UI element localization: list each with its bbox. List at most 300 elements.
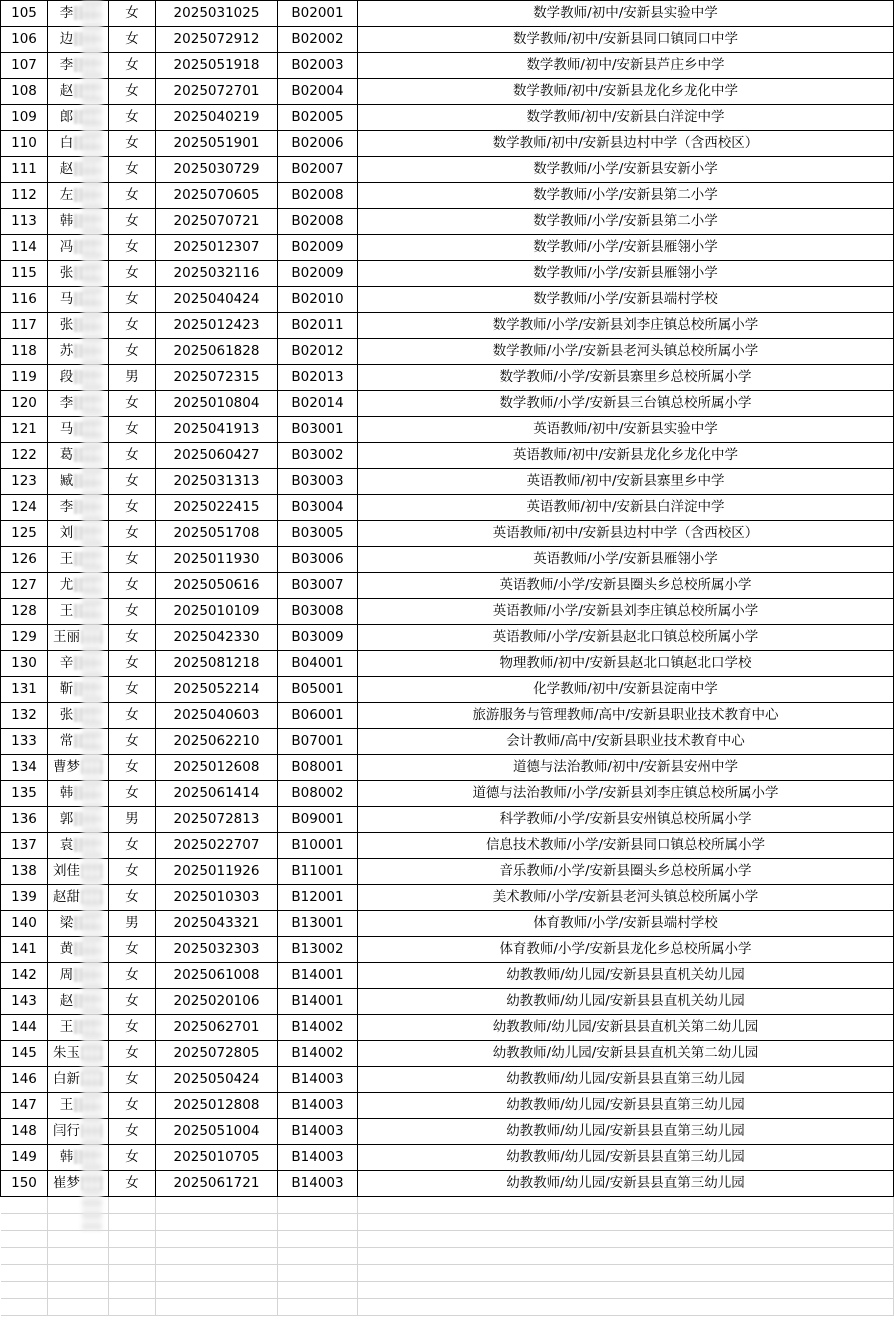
cell-gender[interactable] — [109, 781, 156, 807]
empty-cell[interactable] — [278, 1282, 358, 1299]
table-row[interactable] — [1, 1015, 894, 1041]
table-row[interactable] — [1, 469, 894, 495]
cell-post-code[interactable] — [278, 573, 358, 599]
empty-cell[interactable] — [109, 1231, 156, 1248]
empty-cell[interactable] — [156, 1248, 278, 1265]
empty-cell[interactable] — [278, 1197, 358, 1214]
empty-cell[interactable] — [1, 1231, 48, 1248]
cell-gender[interactable] — [109, 79, 156, 105]
cell-gender[interactable] — [109, 443, 156, 469]
cell-gender[interactable] — [109, 1, 156, 27]
cell-number[interactable] — [1, 365, 48, 391]
empty-row[interactable] — [1, 1214, 894, 1231]
empty-cell[interactable] — [48, 1299, 109, 1316]
cell-post-code[interactable] — [278, 313, 358, 339]
cell-post-code[interactable] — [278, 625, 358, 651]
empty-cell[interactable] — [156, 1231, 278, 1248]
cell-gender[interactable] — [109, 573, 156, 599]
cell-gender[interactable] — [109, 313, 156, 339]
table-row[interactable] — [1, 963, 894, 989]
cell-post-name[interactable] — [358, 1171, 894, 1197]
cell-post-name[interactable] — [358, 625, 894, 651]
cell-gender[interactable] — [109, 235, 156, 261]
table-row[interactable] — [1, 573, 894, 599]
cell-post-code[interactable] — [278, 495, 358, 521]
cell-gender[interactable] — [109, 1171, 156, 1197]
cell-ticket-number[interactable] — [156, 989, 278, 1015]
cell-number[interactable] — [1, 1119, 48, 1145]
cell-post-code[interactable] — [278, 1093, 358, 1119]
empty-cell[interactable] — [156, 1299, 278, 1316]
cell-number[interactable] — [1, 521, 48, 547]
cell-ticket-number[interactable] — [156, 235, 278, 261]
table-row[interactable] — [1, 651, 894, 677]
cell-post-name[interactable] — [358, 365, 894, 391]
cell-post-code[interactable] — [278, 287, 358, 313]
cell-post-code[interactable] — [278, 781, 358, 807]
cell-ticket-number[interactable] — [156, 27, 278, 53]
cell-number[interactable] — [1, 625, 48, 651]
cell-number[interactable] — [1, 261, 48, 287]
cell-gender[interactable] — [109, 521, 156, 547]
cell-ticket-number[interactable] — [156, 677, 278, 703]
cell-gender[interactable] — [109, 911, 156, 937]
cell-ticket-number[interactable] — [156, 131, 278, 157]
cell-number[interactable] — [1, 703, 48, 729]
cell-ticket-number[interactable] — [156, 53, 278, 79]
empty-cell[interactable] — [358, 1299, 894, 1316]
cell-post-name[interactable] — [358, 1, 894, 27]
table-row[interactable] — [1, 703, 894, 729]
cell-post-code[interactable] — [278, 209, 358, 235]
cell-post-code[interactable] — [278, 859, 358, 885]
cell-number[interactable] — [1, 963, 48, 989]
cell-number[interactable] — [1, 105, 48, 131]
empty-cell[interactable] — [109, 1248, 156, 1265]
cell-ticket-number[interactable] — [156, 1145, 278, 1171]
cell-post-name[interactable] — [358, 183, 894, 209]
cell-post-code[interactable] — [278, 105, 358, 131]
empty-cell[interactable] — [278, 1214, 358, 1231]
cell-gender[interactable] — [109, 755, 156, 781]
cell-ticket-number[interactable] — [156, 1119, 278, 1145]
table-row[interactable] — [1, 729, 894, 755]
table-row[interactable] — [1, 27, 894, 53]
cell-number[interactable] — [1, 1171, 48, 1197]
cell-ticket-number[interactable] — [156, 755, 278, 781]
cell-number[interactable] — [1, 599, 48, 625]
table-row[interactable] — [1, 1041, 894, 1067]
empty-cell[interactable] — [358, 1282, 894, 1299]
cell-post-name[interactable] — [358, 287, 894, 313]
cell-post-code[interactable] — [278, 677, 358, 703]
cell-post-name[interactable] — [358, 261, 894, 287]
cell-post-code[interactable] — [278, 131, 358, 157]
cell-gender[interactable] — [109, 105, 156, 131]
cell-post-name[interactable] — [358, 339, 894, 365]
cell-ticket-number[interactable] — [156, 963, 278, 989]
cell-ticket-number[interactable] — [156, 313, 278, 339]
cell-post-name[interactable] — [358, 755, 894, 781]
cell-ticket-number[interactable] — [156, 599, 278, 625]
cell-ticket-number[interactable] — [156, 573, 278, 599]
cell-gender[interactable] — [109, 989, 156, 1015]
cell-ticket-number[interactable] — [156, 1093, 278, 1119]
cell-post-name[interactable] — [358, 547, 894, 573]
cell-gender[interactable] — [109, 53, 156, 79]
table-row[interactable] — [1, 755, 894, 781]
cell-post-name[interactable] — [358, 235, 894, 261]
cell-post-name[interactable] — [358, 807, 894, 833]
cell-number[interactable] — [1, 131, 48, 157]
empty-cell[interactable] — [1, 1248, 48, 1265]
cell-number[interactable] — [1, 1, 48, 27]
cell-post-name[interactable] — [358, 937, 894, 963]
cell-gender[interactable] — [109, 807, 156, 833]
table-row[interactable] — [1, 911, 894, 937]
cell-number[interactable] — [1, 495, 48, 521]
cell-gender[interactable] — [109, 495, 156, 521]
cell-post-code[interactable] — [278, 729, 358, 755]
table-row[interactable] — [1, 131, 894, 157]
table-row[interactable] — [1, 287, 894, 313]
empty-cell[interactable] — [109, 1282, 156, 1299]
cell-post-name[interactable] — [358, 443, 894, 469]
cell-number[interactable] — [1, 235, 48, 261]
cell-post-name[interactable] — [358, 859, 894, 885]
cell-post-name[interactable] — [358, 1093, 894, 1119]
cell-post-name[interactable] — [358, 495, 894, 521]
cell-gender[interactable] — [109, 365, 156, 391]
table-row[interactable] — [1, 105, 894, 131]
cell-gender[interactable] — [109, 1119, 156, 1145]
cell-number[interactable] — [1, 1015, 48, 1041]
cell-number[interactable] — [1, 417, 48, 443]
cell-post-code[interactable] — [278, 703, 358, 729]
table-row[interactable] — [1, 365, 894, 391]
table-row[interactable] — [1, 599, 894, 625]
empty-cell[interactable] — [1, 1197, 48, 1214]
cell-gender[interactable] — [109, 1093, 156, 1119]
empty-row[interactable] — [1, 1248, 894, 1265]
cell-gender[interactable] — [109, 391, 156, 417]
table-row[interactable] — [1, 157, 894, 183]
cell-post-code[interactable] — [278, 807, 358, 833]
cell-post-code[interactable] — [278, 469, 358, 495]
empty-row[interactable] — [1, 1197, 894, 1214]
table-row[interactable] — [1, 391, 894, 417]
cell-post-name[interactable] — [358, 53, 894, 79]
cell-number[interactable] — [1, 989, 48, 1015]
cell-gender[interactable] — [109, 157, 156, 183]
cell-post-code[interactable] — [278, 989, 358, 1015]
cell-post-name[interactable] — [358, 417, 894, 443]
cell-ticket-number[interactable] — [156, 911, 278, 937]
cell-gender[interactable] — [109, 547, 156, 573]
cell-number[interactable] — [1, 911, 48, 937]
cell-post-name[interactable] — [358, 469, 894, 495]
cell-post-code[interactable] — [278, 53, 358, 79]
cell-ticket-number[interactable] — [156, 1067, 278, 1093]
table-row[interactable] — [1, 859, 894, 885]
cell-gender[interactable] — [109, 1015, 156, 1041]
table-row[interactable] — [1, 547, 894, 573]
cell-gender[interactable] — [109, 183, 156, 209]
cell-number[interactable] — [1, 183, 48, 209]
cell-post-code[interactable] — [278, 1119, 358, 1145]
cell-ticket-number[interactable] — [156, 729, 278, 755]
cell-post-code[interactable] — [278, 755, 358, 781]
cell-post-code[interactable] — [278, 27, 358, 53]
cell-post-name[interactable] — [358, 1041, 894, 1067]
cell-ticket-number[interactable] — [156, 287, 278, 313]
cell-number[interactable] — [1, 781, 48, 807]
cell-post-name[interactable] — [358, 105, 894, 131]
table-row[interactable] — [1, 807, 894, 833]
cell-post-code[interactable] — [278, 1, 358, 27]
empty-cell[interactable] — [1, 1265, 48, 1282]
cell-gender[interactable] — [109, 1067, 156, 1093]
empty-cell[interactable] — [358, 1265, 894, 1282]
empty-cell[interactable] — [109, 1214, 156, 1231]
cell-number[interactable] — [1, 755, 48, 781]
table-row[interactable] — [1, 885, 894, 911]
empty-cell[interactable] — [358, 1197, 894, 1214]
cell-post-name[interactable] — [358, 1015, 894, 1041]
cell-post-code[interactable] — [278, 1041, 358, 1067]
table-row[interactable] — [1, 989, 894, 1015]
cell-gender[interactable] — [109, 599, 156, 625]
empty-cell[interactable] — [48, 1248, 109, 1265]
cell-gender[interactable] — [109, 209, 156, 235]
cell-post-code[interactable] — [278, 885, 358, 911]
cell-number[interactable] — [1, 1145, 48, 1171]
cell-post-code[interactable] — [278, 183, 358, 209]
cell-post-name[interactable] — [358, 391, 894, 417]
table-row[interactable] — [1, 1145, 894, 1171]
cell-post-code[interactable] — [278, 443, 358, 469]
cell-number[interactable] — [1, 807, 48, 833]
cell-post-name[interactable] — [358, 781, 894, 807]
cell-ticket-number[interactable] — [156, 183, 278, 209]
table-row[interactable] — [1, 1067, 894, 1093]
cell-post-code[interactable] — [278, 339, 358, 365]
cell-post-code[interactable] — [278, 547, 358, 573]
cell-post-name[interactable] — [358, 677, 894, 703]
cell-number[interactable] — [1, 79, 48, 105]
empty-row[interactable] — [1, 1231, 894, 1248]
table-row[interactable] — [1, 937, 894, 963]
cell-number[interactable] — [1, 27, 48, 53]
cell-post-name[interactable] — [358, 573, 894, 599]
cell-post-code[interactable] — [278, 365, 358, 391]
table-row[interactable] — [1, 313, 894, 339]
cell-number[interactable] — [1, 287, 48, 313]
cell-number[interactable] — [1, 157, 48, 183]
cell-post-code[interactable] — [278, 937, 358, 963]
cell-ticket-number[interactable] — [156, 209, 278, 235]
empty-cell[interactable] — [278, 1248, 358, 1265]
table-row[interactable] — [1, 1, 894, 27]
table-row[interactable] — [1, 1093, 894, 1119]
table-row[interactable] — [1, 677, 894, 703]
cell-post-code[interactable] — [278, 1015, 358, 1041]
table-row[interactable] — [1, 53, 894, 79]
cell-post-name[interactable] — [358, 703, 894, 729]
cell-post-name[interactable] — [358, 1119, 894, 1145]
cell-post-code[interactable] — [278, 911, 358, 937]
cell-post-name[interactable] — [358, 1067, 894, 1093]
cell-number[interactable] — [1, 859, 48, 885]
cell-number[interactable] — [1, 1067, 48, 1093]
table-row[interactable] — [1, 79, 894, 105]
cell-ticket-number[interactable] — [156, 781, 278, 807]
cell-ticket-number[interactable] — [156, 79, 278, 105]
empty-cell[interactable] — [156, 1197, 278, 1214]
cell-ticket-number[interactable] — [156, 1015, 278, 1041]
cell-gender[interactable] — [109, 131, 156, 157]
cell-post-name[interactable] — [358, 313, 894, 339]
cell-ticket-number[interactable] — [156, 833, 278, 859]
cell-gender[interactable] — [109, 27, 156, 53]
cell-post-code[interactable] — [278, 651, 358, 677]
cell-ticket-number[interactable] — [156, 885, 278, 911]
cell-gender[interactable] — [109, 625, 156, 651]
empty-cell[interactable] — [278, 1231, 358, 1248]
cell-post-code[interactable] — [278, 963, 358, 989]
cell-post-name[interactable] — [358, 963, 894, 989]
cell-number[interactable] — [1, 339, 48, 365]
cell-gender[interactable] — [109, 833, 156, 859]
cell-ticket-number[interactable] — [156, 521, 278, 547]
cell-post-code[interactable] — [278, 1145, 358, 1171]
cell-ticket-number[interactable] — [156, 1171, 278, 1197]
cell-gender[interactable] — [109, 703, 156, 729]
cell-number[interactable] — [1, 469, 48, 495]
table-row[interactable] — [1, 261, 894, 287]
cell-number[interactable] — [1, 391, 48, 417]
table-row[interactable] — [1, 833, 894, 859]
cell-number[interactable] — [1, 573, 48, 599]
cell-post-code[interactable] — [278, 1171, 358, 1197]
table-row[interactable] — [1, 339, 894, 365]
empty-cell[interactable] — [1, 1282, 48, 1299]
cell-ticket-number[interactable] — [156, 651, 278, 677]
table-row[interactable] — [1, 443, 894, 469]
empty-cell[interactable] — [358, 1248, 894, 1265]
cell-gender[interactable] — [109, 963, 156, 989]
table-row[interactable] — [1, 235, 894, 261]
cell-number[interactable] — [1, 651, 48, 677]
cell-ticket-number[interactable] — [156, 547, 278, 573]
empty-cell[interactable] — [278, 1265, 358, 1282]
table-row[interactable] — [1, 781, 894, 807]
cell-gender[interactable] — [109, 469, 156, 495]
cell-gender[interactable] — [109, 885, 156, 911]
table-row[interactable] — [1, 1119, 894, 1145]
cell-ticket-number[interactable] — [156, 1, 278, 27]
empty-row[interactable] — [1, 1299, 894, 1316]
cell-ticket-number[interactable] — [156, 859, 278, 885]
cell-post-name[interactable] — [358, 651, 894, 677]
cell-ticket-number[interactable] — [156, 937, 278, 963]
cell-post-code[interactable] — [278, 157, 358, 183]
empty-row[interactable] — [1, 1282, 894, 1299]
cell-ticket-number[interactable] — [156, 495, 278, 521]
cell-number[interactable] — [1, 833, 48, 859]
cell-ticket-number[interactable] — [156, 105, 278, 131]
cell-post-code[interactable] — [278, 235, 358, 261]
cell-ticket-number[interactable] — [156, 391, 278, 417]
cell-ticket-number[interactable] — [156, 807, 278, 833]
cell-post-name[interactable] — [358, 885, 894, 911]
empty-cell[interactable] — [109, 1299, 156, 1316]
empty-cell[interactable] — [156, 1265, 278, 1282]
cell-post-name[interactable] — [358, 1145, 894, 1171]
empty-cell[interactable] — [156, 1282, 278, 1299]
cell-number[interactable] — [1, 547, 48, 573]
cell-post-name[interactable] — [358, 157, 894, 183]
cell-gender[interactable] — [109, 1041, 156, 1067]
cell-post-name[interactable] — [358, 911, 894, 937]
cell-gender[interactable] — [109, 417, 156, 443]
cell-post-name[interactable] — [358, 209, 894, 235]
table-row[interactable] — [1, 417, 894, 443]
cell-ticket-number[interactable] — [156, 157, 278, 183]
cell-gender[interactable] — [109, 651, 156, 677]
cell-number[interactable] — [1, 1093, 48, 1119]
cell-ticket-number[interactable] — [156, 625, 278, 651]
cell-post-name[interactable] — [358, 131, 894, 157]
cell-post-name[interactable] — [358, 27, 894, 53]
table-row[interactable] — [1, 625, 894, 651]
cell-gender[interactable] — [109, 261, 156, 287]
cell-ticket-number[interactable] — [156, 443, 278, 469]
table-row[interactable] — [1, 495, 894, 521]
cell-number[interactable] — [1, 677, 48, 703]
table-row[interactable] — [1, 183, 894, 209]
cell-gender[interactable] — [109, 937, 156, 963]
cell-post-code[interactable] — [278, 599, 358, 625]
cell-post-code[interactable] — [278, 1067, 358, 1093]
empty-cell[interactable] — [48, 1231, 109, 1248]
cell-number[interactable] — [1, 937, 48, 963]
cell-post-name[interactable] — [358, 729, 894, 755]
empty-cell[interactable] — [358, 1231, 894, 1248]
cell-gender[interactable] — [109, 729, 156, 755]
cell-post-name[interactable] — [358, 989, 894, 1015]
cell-post-code[interactable] — [278, 833, 358, 859]
cell-number[interactable] — [1, 209, 48, 235]
cell-ticket-number[interactable] — [156, 469, 278, 495]
cell-post-name[interactable] — [358, 79, 894, 105]
cell-number[interactable] — [1, 729, 48, 755]
cell-gender[interactable] — [109, 339, 156, 365]
cell-post-code[interactable] — [278, 79, 358, 105]
cell-number[interactable] — [1, 53, 48, 79]
cell-ticket-number[interactable] — [156, 1041, 278, 1067]
empty-cell[interactable] — [48, 1265, 109, 1282]
empty-cell[interactable] — [156, 1214, 278, 1231]
cell-number[interactable] — [1, 885, 48, 911]
cell-post-code[interactable] — [278, 417, 358, 443]
cell-ticket-number[interactable] — [156, 339, 278, 365]
empty-row[interactable] — [1, 1265, 894, 1282]
empty-cell[interactable] — [109, 1197, 156, 1214]
table-row[interactable] — [1, 521, 894, 547]
empty-cell[interactable] — [109, 1265, 156, 1282]
cell-post-name[interactable] — [358, 521, 894, 547]
